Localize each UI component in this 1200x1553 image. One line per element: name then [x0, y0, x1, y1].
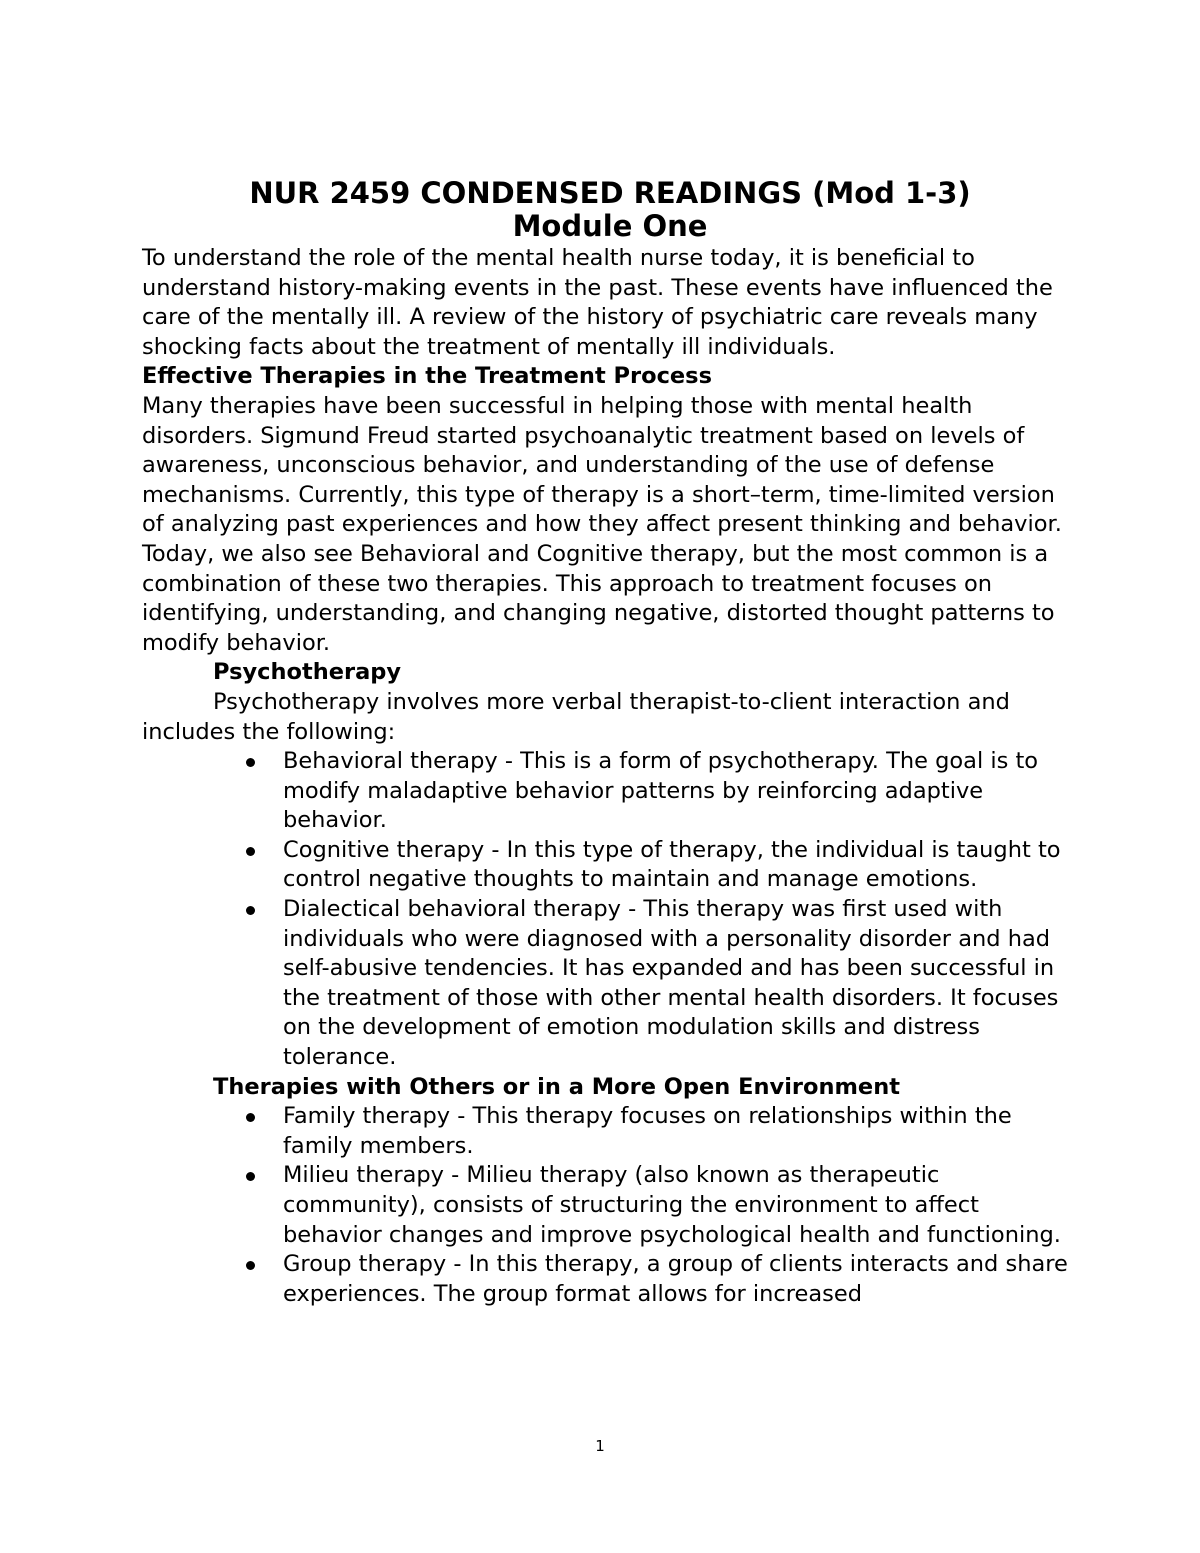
therapies-with-others-list — [142, 1102, 1072, 1309]
document-title: NUR 2459 CONDENSED READINGS (Mod 1-3) — [249, 176, 971, 210]
section-heading-psychotherapy: Psychotherapy — [213, 659, 402, 686]
list-item-text: Dialectical behavioral therapy - This therapy was first used with individuals who were diagnosed with a personality disorder and had self-abusive tendencies. It has expanded and has been successful in the treatment of those with other mental health disorders. It focuses on the development of emotion modulation skills and distress tolerance. — [283, 896, 1059, 1071]
bullet-icon — [246, 747, 256, 757]
list-item-family-therapy — [283, 1102, 1072, 1161]
list-item-group-therapy — [283, 1250, 1072, 1309]
list-item-dialectical-behavioral-therapy — [283, 895, 1072, 1073]
psychotherapy-intro-paragraph: Psychotherapy involves more verbal therapist-to-client interaction and includes the following: — [142, 688, 1010, 745]
section-heading-effective-therapies: Effective Therapies in the Treatment Process — [142, 363, 712, 390]
document-body — [142, 178, 1072, 1309]
bullet-icon — [246, 895, 256, 905]
list-item-text: Behavioral therapy - This is a form of psychotherapy. The goal is to modify maladaptive behavior patterns by reinforcing adaptive behavior. — [283, 748, 1039, 834]
bullet-icon — [246, 1161, 256, 1171]
psychotherapy-list — [142, 747, 1072, 1073]
page-number: 1 — [595, 1437, 605, 1455]
section-heading-therapies-with-others: Therapies with Others or in a More Open Environment — [213, 1073, 900, 1100]
module-title: Module One — [512, 209, 708, 243]
list-item-text: Family therapy - This therapy focuses on relationships within the family members. — [283, 1103, 1012, 1159]
bullet-icon — [246, 1102, 256, 1112]
list-item-cognitive-therapy — [283, 836, 1072, 895]
list-item-text: Cognitive therapy - In this type of therapy, the individual is taught to control negative thoughts to maintain and manage emotions. — [283, 836, 1061, 893]
list-item-milieu-therapy — [283, 1161, 1072, 1250]
list-item-text: Group therapy - In this therapy, a group of clients interacts and share experiences. The group format allows for increased — [283, 1251, 1068, 1307]
list-item-text: Milieu therapy - Milieu therapy (also known as therapeutic community), consists of structuring the environment to affect behavior changes and improve psychological health and functioning. — [283, 1162, 1061, 1248]
bullet-icon — [246, 836, 256, 846]
intro-paragraph: To understand the role of the mental health nurse today, it is beneficial to understand history-making events in the past. These events have influenced the care of the mentally ill. A review of the history of psychiatric care reveals many shocking facts about the treatment of mentally ill individuals. — [142, 245, 1053, 360]
bullet-icon — [246, 1250, 256, 1260]
effective-therapies-paragraph: Many therapies have been successful in helping those with mental health disorders. Sigmund Freud started psychoanalytic treatment based on levels of awareness, unconscious behavior, and understanding of the use of defense mechanisms. Currently, this type of therapy is a short–term, time-limited version of analyzing past experiences and how they affect present thinking and behavior. Today, we also see Behavioral and Cognitive therapy, but the most common is a combination of these two therapies. This approach to treatment focuses on identifying, understanding, and changing negative, distorted thought patterns to modify behavior. — [142, 392, 1062, 656]
list-item-behavioral-therapy — [283, 747, 1072, 836]
